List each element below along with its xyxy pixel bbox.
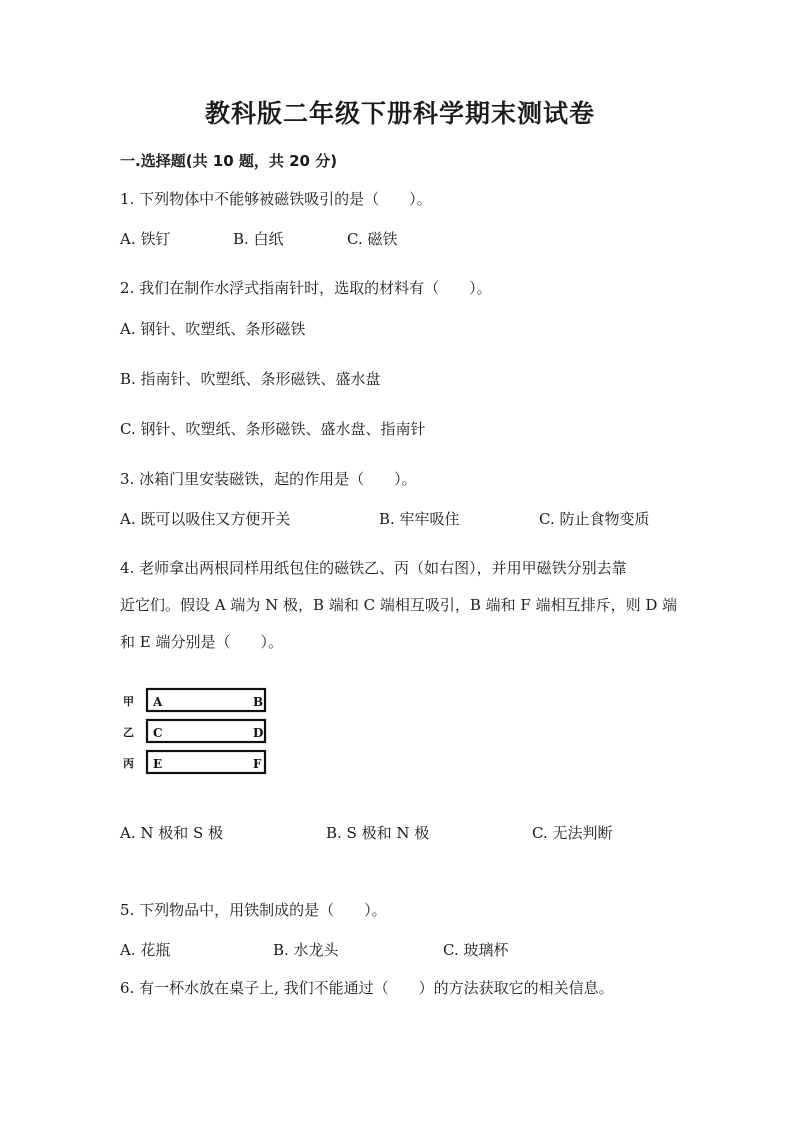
question-5-stem: 5. 下列物品中，用铁制成的是（ ）。 xyxy=(120,901,387,919)
question-1-option-c: C. 磁铁 xyxy=(347,230,398,248)
question-2-option-a: A. 钢针、吹塑纸、条形磁铁 xyxy=(120,320,306,338)
question-5-option-a: A. 花瓶 xyxy=(120,941,171,959)
question-4-stem-line-2: 近它们。假设 A 端为 N 极，B 端和 C 端相互吸引，B 端和 F 端相互排斥，则 D 端 xyxy=(120,596,678,614)
magnet-end-d: D xyxy=(253,726,264,740)
question-6-stem: 6. 有一杯水放在桌子上, 我们不能通过（ ）的方法获取它的相关信息。 xyxy=(120,979,614,997)
question-3-stem: 3. 冰箱门里安装磁铁，起的作用是（ ）。 xyxy=(120,470,417,488)
question-4-stem-line-1: 4. 老师拿出两根同样用纸包住的磁铁乙、丙（如右图），并用甲磁铁分别去靠 xyxy=(120,559,627,577)
magnet-yi xyxy=(147,720,265,742)
magnet-label-yi: 乙 xyxy=(123,726,134,739)
magnet-end-e: E xyxy=(153,757,163,771)
question-1-option-a: A. 铁钉 xyxy=(120,230,171,248)
question-2-option-b: B. 指南针、吹塑纸、条形磁铁、盛水盘 xyxy=(120,370,381,388)
magnet-end-c: C xyxy=(153,726,163,740)
question-1-option-b: B. 白纸 xyxy=(233,230,284,248)
magnet-end-a: A xyxy=(153,695,163,709)
magnet-label-bing: 丙 xyxy=(123,757,134,770)
question-4-option-b: B. S 极和 N 极 xyxy=(326,824,430,842)
question-4-stem-line-3: 和 E 端分别是（ ）。 xyxy=(120,633,283,651)
question-1-stem: 1. 下列物体中不能够被磁铁吸引的是（ ）。 xyxy=(120,190,432,208)
question-3-option-a: A. 既可以吸住又方便开关 xyxy=(120,510,291,528)
magnet-end-f: F xyxy=(253,757,262,771)
question-2-option-c: C. 钢针、吹塑纸、条形磁铁、盛水盘、指南针 xyxy=(120,420,426,438)
section-heading: 一.选择题(共 10 题，共 20 分) xyxy=(120,152,338,170)
magnet-jia xyxy=(147,689,265,711)
question-5-option-c: C. 玻璃杯 xyxy=(443,941,509,959)
page-title: 教科版二年级下册科学期末测试卷 xyxy=(204,99,595,128)
question-2-stem: 2. 我们在制作水浮式指南针时，选取的材料有（ ）。 xyxy=(120,279,492,297)
question-4-option-c: C. 无法判断 xyxy=(532,824,613,842)
magnet-label-jia: 甲 xyxy=(123,695,134,708)
question-5-option-b: B. 水龙头 xyxy=(273,941,339,959)
question-3-option-b: B. 牢牢吸住 xyxy=(379,510,460,528)
magnet-figure xyxy=(120,686,280,778)
magnet-bing xyxy=(147,751,265,773)
question-3-option-c: C. 防止食物变质 xyxy=(539,510,650,528)
magnet-end-b: B xyxy=(253,695,264,709)
question-4-option-a: A. N 极和 S 极 xyxy=(120,824,224,842)
